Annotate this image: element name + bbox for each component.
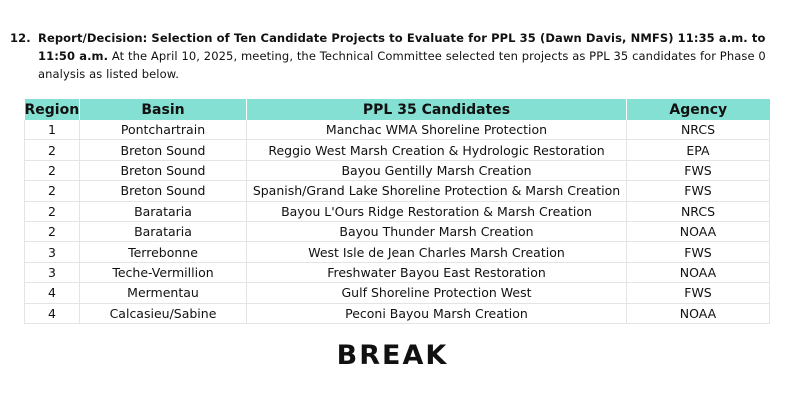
- item-number: 12.: [10, 31, 31, 45]
- cell-basin: Barataria: [80, 221, 247, 241]
- cell-region: 2: [25, 160, 80, 180]
- cell-region: 3: [25, 242, 80, 262]
- item-heading: Report/Decision: Selection of Ten Candidate Projects to Evaluate for PPL 35 (Dawn Davis, NMFS) 11:35 a.m. to 11:50 a.m.: [38, 31, 766, 63]
- cell-basin: Calcasieu/Sabine: [80, 303, 247, 323]
- cell-region: 2: [25, 181, 80, 201]
- cell-candidate: Reggio West Marsh Creation & Hydrologic Restoration: [247, 140, 627, 160]
- agenda-item-text: [38, 29, 780, 83]
- cell-agency: FWS: [627, 283, 770, 303]
- cell-region: 2: [25, 140, 80, 160]
- cell-region: 1: [25, 120, 80, 140]
- cell-region: 2: [25, 201, 80, 221]
- table-row: [25, 181, 770, 201]
- cell-candidate: Bayou L'Ours Ridge Restoration & Marsh Creation: [247, 201, 627, 221]
- cell-agency: NRCS: [627, 120, 770, 140]
- cell-agency: EPA: [627, 140, 770, 160]
- cell-basin: Mermentau: [80, 283, 247, 303]
- cell-basin: Pontchartrain: [80, 120, 247, 140]
- cell-region: 2: [25, 221, 80, 241]
- cell-candidate: Bayou Thunder Marsh Creation: [247, 221, 627, 241]
- header-basin: Basin: [80, 99, 247, 120]
- cell-agency: NOAA: [627, 303, 770, 323]
- cell-region: 4: [25, 283, 80, 303]
- agenda-item: [10, 29, 780, 83]
- header-candidates: PPL 35 Candidates: [247, 99, 627, 120]
- table-row: [25, 221, 770, 241]
- table-row: [25, 262, 770, 282]
- cell-agency: NRCS: [627, 201, 770, 221]
- cell-candidate: Gulf Shoreline Protection West: [247, 283, 627, 303]
- cell-basin: Breton Sound: [80, 181, 247, 201]
- cell-candidate: Peconi Bayou Marsh Creation: [247, 303, 627, 323]
- cell-region: 3: [25, 262, 80, 282]
- cell-candidate: Freshwater Bayou East Restoration: [247, 262, 627, 282]
- cell-agency: NOAA: [627, 221, 770, 241]
- cell-candidate: Manchac WMA Shoreline Protection: [247, 120, 627, 140]
- cell-agency: NOAA: [627, 262, 770, 282]
- table-row: [25, 140, 770, 160]
- table-row: [25, 120, 770, 140]
- cell-candidate: Spanish/Grand Lake Shoreline Protection & Marsh Creation: [247, 181, 627, 201]
- header-agency: Agency: [627, 99, 770, 120]
- candidates-table: [24, 99, 770, 324]
- cell-candidate: West Isle de Jean Charles Marsh Creation: [247, 242, 627, 262]
- table-row: [25, 160, 770, 180]
- cell-basin: Teche-Vermillion: [80, 262, 247, 282]
- break-heading: BREAK: [336, 340, 449, 371]
- cell-basin: Barataria: [80, 201, 247, 221]
- header-region: Region: [25, 99, 80, 120]
- cell-agency: FWS: [627, 181, 770, 201]
- cell-basin: Terrebonne: [80, 242, 247, 262]
- cell-candidate: Bayou Gentilly Marsh Creation: [247, 160, 627, 180]
- table-row: [25, 242, 770, 262]
- cell-agency: FWS: [627, 160, 770, 180]
- cell-region: 4: [25, 303, 80, 323]
- table-row: [25, 303, 770, 323]
- cell-basin: Breton Sound: [80, 160, 247, 180]
- table-row: [25, 201, 770, 221]
- cell-basin: Breton Sound: [80, 140, 247, 160]
- table-header-row: [25, 99, 770, 120]
- item-body: At the April 10, 2025, meeting, the Technical Committee selected ten projects as PPL 35 candidates for Phase 0 analysis as listed below.: [38, 49, 766, 81]
- cell-agency: FWS: [627, 242, 770, 262]
- table-row: [25, 283, 770, 303]
